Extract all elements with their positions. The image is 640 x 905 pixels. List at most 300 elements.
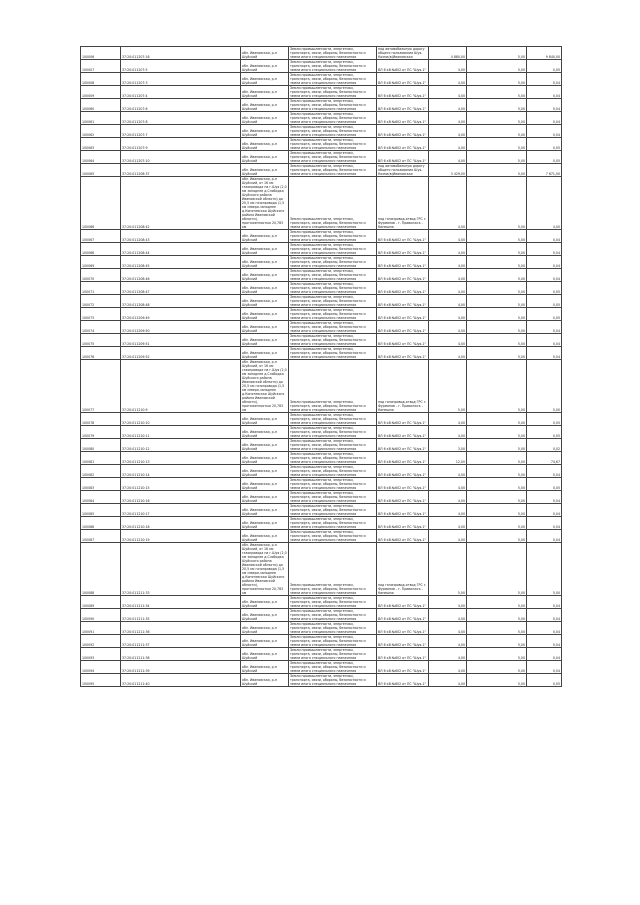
land-category: Земли промышленности, энергетики, транспорта, связи, обороны, безопасности и земли иного специального назначения bbox=[289, 243, 377, 256]
row-number: 100079 bbox=[81, 426, 121, 439]
parcel-address: обл. Ивановская, р-н Шуйский bbox=[241, 230, 289, 243]
land-category: Земли промышленности, энергетики, транспорта, связи, обороны, безопасности и земли иного специального назначения bbox=[289, 504, 377, 517]
parcel-area: 4,00 bbox=[429, 295, 467, 308]
rate-value: 5,00 bbox=[467, 439, 527, 452]
rate-value: 5,00 bbox=[467, 426, 527, 439]
parcel-area: 4,00 bbox=[429, 596, 467, 609]
parcel-area: 4,00 bbox=[429, 622, 467, 635]
table-row bbox=[81, 256, 562, 269]
parcel-area: 4,00 bbox=[429, 674, 467, 687]
total-value: 0,04 bbox=[527, 73, 562, 86]
cadastral-number: 37:20:011210:10 bbox=[121, 413, 241, 426]
total-value: 0,04 bbox=[527, 530, 562, 543]
total-value: 0,04 bbox=[527, 491, 562, 504]
row-number: 100073 bbox=[81, 308, 121, 321]
total-value: 0,04 bbox=[527, 609, 562, 622]
cadastral-number: 37:20:011210:18 bbox=[121, 517, 241, 530]
total-value: 0,04 bbox=[527, 256, 562, 269]
land-category: Земли промышленности, энергетики, транспорта, связи, обороны, безопасности и земли иного специального назначения bbox=[289, 334, 377, 347]
cadastral-number: 37:20:011210:9 bbox=[121, 360, 241, 413]
parcel-area: 4,00 bbox=[429, 334, 467, 347]
rate-value: 5,00 bbox=[467, 282, 527, 295]
parcel-address: обл. Ивановская, р-н Шуйский bbox=[241, 517, 289, 530]
row-number: 100087 bbox=[81, 530, 121, 543]
rate-value: 5,00 bbox=[467, 269, 527, 282]
land-category: Земли промышленности, энергетики, транспорта, связи, обороны, безопасности и земли иного специального назначения bbox=[289, 99, 377, 112]
cadastral-number: 37:20:011210:12 bbox=[121, 439, 241, 452]
land-category: Земли промышленности, энергетики, транспорта, связи, обороны, безопасности и земли иного специального назначения bbox=[289, 308, 377, 321]
total-value: 0,04 bbox=[527, 269, 562, 282]
parcel-address: обл. Ивановская, р-н Шуйский bbox=[241, 99, 289, 112]
rate-value: 5,00 bbox=[467, 243, 527, 256]
permitted-use: ВЛ 6 кВ №602 от ПС "Шуя-1" bbox=[377, 125, 429, 138]
total-value: 0,05 bbox=[527, 295, 562, 308]
parcel-address: обл. Ивановская, р-н Шуйский bbox=[241, 347, 289, 360]
cadastral-number: 37:20:011211:36 bbox=[121, 622, 241, 635]
land-category: Земли промышленности, энергетики, транспорта, связи, обороны, безопасности и земли иного специального назначения bbox=[289, 360, 377, 413]
permitted-use: под автомобильную дорогу общего пользования Шуя-Кохма(в)Ивановская bbox=[377, 164, 429, 177]
parcel-area: 4,00 bbox=[429, 177, 467, 230]
land-category: Земли промышленности, энергетики, транспорта, связи, обороны, безопасности и земли иного специального назначения bbox=[289, 230, 377, 243]
permitted-use: ВЛ 6 кВ №602 от ПС "Шуя-1" bbox=[377, 413, 429, 426]
permitted-use: под газопровод-отвод ГРС г. Фурманов - г. Приволжск - Кинешма bbox=[377, 177, 429, 230]
parcel-address: обл. Ивановская, р-н Шуйский bbox=[241, 674, 289, 687]
row-number: 100075 bbox=[81, 334, 121, 347]
total-value: 0,04 bbox=[527, 347, 562, 360]
table-row bbox=[81, 164, 562, 177]
total-value: 0,05 bbox=[527, 674, 562, 687]
permitted-use: ВЛ 6 кВ №602 от ПС "Шуя-1" bbox=[377, 596, 429, 609]
parcel-area: 4,00 bbox=[429, 86, 467, 99]
row-number: 100080 bbox=[81, 439, 121, 452]
parcel-address: обл. Ивановская, р-н Шуйский bbox=[241, 648, 289, 661]
parcel-address: обл. Ивановская, р-н Шуйский, от 16 км газопровода на г.Шуя (2,0 км западнее д.Слободка Шуйского района Ивановской области) до 20,5 км газопровода (1,5 км северо-западнее д.Конятевская Шуйского района Ивановской области), протяженностью 20,783 км bbox=[242, 360, 287, 412]
permitted-use: ВЛ 6 кВ №602 от ПС "Шуя-1" bbox=[377, 60, 429, 73]
total-value: 0,04 bbox=[527, 86, 562, 99]
total-value: 0,05 bbox=[527, 282, 562, 295]
total-value: 0,05 bbox=[527, 478, 562, 491]
permitted-use: ВЛ 6 кВ №602 от ПС "Шуя-1" bbox=[377, 661, 429, 674]
permitted-use: ВЛ 6 кВ №602 от ПС "Шуя-1" bbox=[377, 530, 429, 543]
cadastral-number: 37:20:011207:16 bbox=[121, 47, 241, 60]
total-value: 0,04 bbox=[527, 635, 562, 648]
cadastral-number: 37:20:011210:17 bbox=[121, 504, 241, 517]
parcel-area: 4,00 bbox=[429, 151, 467, 164]
cadastral-number: 37:20:011207:10 bbox=[121, 151, 241, 164]
parcel-address: обл. Ивановская, р-н Шуйский bbox=[241, 491, 289, 504]
permitted-use: ВЛ 6 кВ №602 от ПС "Шуя-1" bbox=[377, 151, 429, 164]
permitted-use: ВЛ 6 кВ №602 от ПС "Шуя-1" bbox=[377, 86, 429, 99]
land-category: Земли промышленности, энергетики, транспорта, связи, обороны, безопасности и земли иного специального назначения bbox=[289, 256, 377, 269]
total-value: 0,02 bbox=[527, 439, 562, 452]
permitted-use: ВЛ 6 кВ №602 от ПС "Шуя-1" bbox=[377, 73, 429, 86]
permitted-use: ВЛ 6 кВ №602 от ПС "Шуя-1" bbox=[377, 295, 429, 308]
cadastral-number: 37:20:011207:3 bbox=[121, 73, 241, 86]
table-row bbox=[81, 674, 562, 687]
land-category: Земли промышленности, энергетики, транспорта, связи, обороны, безопасности и земли иного специального назначения bbox=[289, 73, 377, 86]
row-number: 100078 bbox=[81, 413, 121, 426]
parcel-area: 4,00 bbox=[429, 478, 467, 491]
table-row bbox=[81, 439, 562, 452]
total-value: 0,04 bbox=[527, 334, 562, 347]
parcel-area: 4,00 bbox=[429, 635, 467, 648]
land-category: Земли промышленности, энергетики, транспорта, связи, обороны, безопасности и земли иного специального назначения bbox=[289, 347, 377, 360]
permitted-use: ВЛ 6 кВ №602 от ПС "Шуя-1" bbox=[377, 452, 429, 465]
cadastral-number: 37:20:011211:34 bbox=[121, 596, 241, 609]
parcel-area: 12,00 bbox=[429, 452, 467, 465]
permitted-use: ВЛ 6 кВ №602 от ПС "Шуя-1" bbox=[377, 230, 429, 243]
rate-value: 5,00 bbox=[467, 112, 527, 125]
land-category: Земли промышленности, энергетики, транспорта, связи, обороны, безопасности и земли иного специального назначения bbox=[289, 413, 377, 426]
total-value: 0,04 bbox=[527, 230, 562, 243]
cadastral-number: 37:20:011208:37 bbox=[121, 164, 241, 177]
land-category: Земли промышленности, энергетики, транспорта, связи, обороны, безопасности и земли иного специального назначения bbox=[289, 478, 377, 491]
row-number: 100064 bbox=[81, 151, 121, 164]
table-row bbox=[81, 138, 562, 151]
row-number: 100071 bbox=[81, 282, 121, 295]
parcel-area: 3,00 bbox=[429, 439, 467, 452]
parcel-address: обл. Ивановская, р-н Шуйский, от 16 км газопровода на г.Шуя (2,0 км западнее д.Слободка Шуйского района Ивановской области) до 20,5 км газопровода (1,5 км северо-западнее д.Конятевская Шуйского района Ивановской области), протяженностью 20,783 км bbox=[242, 177, 287, 229]
cadastral-number: 37:20:011209:50 bbox=[121, 321, 241, 334]
rate-value: 5,00 bbox=[467, 478, 527, 491]
table-row bbox=[81, 530, 562, 543]
table-row bbox=[81, 465, 562, 478]
parcel-address: обл. Ивановская, р-н Шуйский bbox=[241, 86, 289, 99]
row-number: 100089 bbox=[81, 596, 121, 609]
parcel-area: 4,00 bbox=[429, 609, 467, 622]
table-row bbox=[81, 177, 562, 230]
permitted-use: ВЛ 6 кВ №602 от ПС "Шуя-1" bbox=[377, 504, 429, 517]
cadastral-number: 37:20:011210:14 bbox=[121, 465, 241, 478]
permitted-use: ВЛ 6 кВ №602 от ПС "Шуя-1" bbox=[377, 99, 429, 112]
table-row bbox=[81, 504, 562, 517]
row-number: 100070 bbox=[81, 269, 121, 282]
rate-value: 5,00 bbox=[467, 504, 527, 517]
parcel-address: обл. Ивановская, р-н Шуйский bbox=[241, 452, 289, 465]
row-number: 100072 bbox=[81, 295, 121, 308]
permitted-use: ВЛ 6 кВ №602 от ПС "Шуя-1" bbox=[377, 517, 429, 530]
rate-value: 5,00 bbox=[467, 99, 527, 112]
table-row bbox=[81, 635, 562, 648]
parcel-address: обл. Ивановская, р-н Шуйский bbox=[241, 661, 289, 674]
land-category: Земли промышленности, энергетики, транспорта, связи, обороны, безопасности и земли иного специального назначения bbox=[289, 609, 377, 622]
land-parcels-table bbox=[80, 46, 562, 687]
parcel-address: обл. Ивановская, р-н Шуйский bbox=[241, 530, 289, 543]
table-row bbox=[81, 151, 562, 164]
parcel-address: обл. Ивановская, р-н Шуйский bbox=[241, 609, 289, 622]
permitted-use: ВЛ 6 кВ №602 от ПС "Шуя-1" bbox=[377, 138, 429, 151]
land-category: Земли промышленности, энергетики, транспорта, связи, обороны, безопасности и земли иного специального назначения bbox=[289, 439, 377, 452]
table-row bbox=[81, 125, 562, 138]
cadastral-number: 37:20:011207:9 bbox=[121, 138, 241, 151]
row-number: 100006 bbox=[81, 47, 121, 60]
cadastral-number: 37:20:011207:8 bbox=[121, 112, 241, 125]
permitted-use: ВЛ 6 кВ №602 от ПС "Шуя-1" bbox=[377, 439, 429, 452]
land-category: Земли промышленности, энергетики, транспорта, связи, обороны, безопасности и земли иного специального назначения bbox=[289, 543, 377, 596]
permitted-use: ВЛ 6 кВ №602 от ПС "Шуя-1" bbox=[377, 648, 429, 661]
row-number: 100076 bbox=[81, 347, 121, 360]
parcel-area: 4,00 bbox=[429, 60, 467, 73]
row-number: 100077 bbox=[81, 360, 121, 413]
total-value: 0,04 bbox=[527, 517, 562, 530]
parcel-area: 4,00 bbox=[429, 413, 467, 426]
total-value: 0,05 bbox=[527, 308, 562, 321]
row-number: 100086 bbox=[81, 517, 121, 530]
parcel-area: 4,00 bbox=[429, 426, 467, 439]
rate-value: 5,00 bbox=[467, 491, 527, 504]
parcel-area: 4,00 bbox=[429, 661, 467, 674]
parcel-area: 4 880,00 bbox=[429, 47, 467, 60]
rate-value: 5,00 bbox=[467, 635, 527, 648]
cadastral-number: 37:20:011211:33 bbox=[121, 543, 241, 596]
permitted-use: ВЛ 6 кВ №602 от ПС "Шуя-1" bbox=[377, 674, 429, 687]
parcel-address: обл. Ивановская, р-н Шуйский bbox=[241, 478, 289, 491]
table-body bbox=[81, 47, 562, 687]
parcel-address: обл. Ивановская, р-н Шуйский bbox=[241, 60, 289, 73]
cadastral-number: 37:20:011210:13 bbox=[121, 452, 241, 465]
land-category: Земли промышленности, энергетики, транспорта, связи, обороны, безопасности и земли иного специального назначения bbox=[289, 674, 377, 687]
row-number: 100085 bbox=[81, 504, 121, 517]
parcel-area: 5,00 bbox=[429, 360, 467, 413]
land-category: Земли промышленности, энергетики, транспорта, связи, обороны, безопасности и земли иного специального назначения bbox=[289, 635, 377, 648]
permitted-use: ВЛ 6 кВ №602 от ПС "Шуя-1" bbox=[377, 347, 429, 360]
land-category: Земли промышленности, энергетики, транспорта, связи, обороны, безопасности и земли иного специального назначения bbox=[289, 295, 377, 308]
land-category: Земли промышленности, энергетики, транспорта, связи, обороны, безопасности и земли иного специального назначения bbox=[289, 596, 377, 609]
parcel-area: 4,00 bbox=[429, 465, 467, 478]
total-value: 0,04 bbox=[527, 661, 562, 674]
cadastral-number: 37:20:011209:49 bbox=[121, 308, 241, 321]
row-number: 100066 bbox=[81, 177, 121, 230]
permitted-use: ВЛ 6 кВ №602 от ПС "Шуя-1" bbox=[377, 321, 429, 334]
parcel-address: обл. Ивановская, р-н Шуйский bbox=[241, 256, 289, 269]
row-number: 100081 bbox=[81, 452, 121, 465]
parcel-area: 4,00 bbox=[429, 504, 467, 517]
parcel-address: обл. Ивановская, р-н Шуйский bbox=[241, 269, 289, 282]
parcel-area: 4,00 bbox=[429, 517, 467, 530]
parcel-address: обл. Ивановская, р-н Шуйский bbox=[241, 635, 289, 648]
parcel-address: обл. Ивановская, р-н Шуйский, от 16 км газопровода на г.Шуя (2,0 км западнее д.Слободка Шуйского района Ивановской области) до 20,5 км газопровода (1,5 км северо-западнее д.Конятевская Шуйского района Ивановской области), протяженностью 20,783 км bbox=[242, 543, 287, 595]
rate-value: 5,00 bbox=[467, 413, 527, 426]
total-value: 0,04 bbox=[527, 465, 562, 478]
table-row bbox=[81, 282, 562, 295]
land-category: Земли промышленности, энергетики, транспорта, связи, обороны, безопасности и земли иного специального назначения bbox=[289, 86, 377, 99]
table-row bbox=[81, 321, 562, 334]
table-row bbox=[81, 609, 562, 622]
land-category: Земли промышленности, энергетики, транспорта, связи, обороны, безопасности и земли иного специального назначения bbox=[289, 491, 377, 504]
rate-value: 5,00 bbox=[467, 321, 527, 334]
land-category: Земли промышленности, энергетики, транспорта, связи, обороны, безопасности и земли иного специального назначения bbox=[289, 138, 377, 151]
land-category: Земли промышленности, энергетики, транспорта, связи, обороны, безопасности и земли иного специального назначения bbox=[289, 60, 377, 73]
row-number: 100063 bbox=[81, 138, 121, 151]
table-row bbox=[81, 517, 562, 530]
row-number: 100074 bbox=[81, 321, 121, 334]
cadastral-number: 37:20:011210:11 bbox=[121, 426, 241, 439]
parcel-area: 4,00 bbox=[429, 230, 467, 243]
cadastral-number: 37:20:011210:19 bbox=[121, 530, 241, 543]
permitted-use: ВЛ 6 кВ №602 от ПС "Шуя-1" bbox=[377, 112, 429, 125]
parcel-address: обл. Ивановская, р-н Шуйский bbox=[241, 465, 289, 478]
parcel-area: 3 429,00 bbox=[429, 164, 467, 177]
rate-value: 5,00 bbox=[467, 177, 527, 230]
table-row bbox=[81, 360, 562, 413]
rate-value: 5,00 bbox=[467, 465, 527, 478]
rate-value: 5,00 bbox=[467, 530, 527, 543]
land-category: Земли промышленности, энергетики, транспорта, связи, обороны, безопасности и земли иного специального назначения bbox=[289, 426, 377, 439]
row-number: 100092 bbox=[81, 635, 121, 648]
cadastral-number: 37:20:011208:47 bbox=[121, 282, 241, 295]
parcel-area: 4,00 bbox=[429, 256, 467, 269]
parcel-area: 4,00 bbox=[429, 282, 467, 295]
table-row bbox=[81, 60, 562, 73]
parcel-address: обл. Ивановская, р-н Шуйский bbox=[241, 308, 289, 321]
parcel-address: обл. Ивановская, р-н Шуйский bbox=[241, 151, 289, 164]
parcel-address: обл. Ивановская, р-н Шуйский bbox=[241, 504, 289, 517]
rate-value: 5,00 bbox=[467, 47, 527, 60]
row-number: 100095 bbox=[81, 674, 121, 687]
land-category: Земли промышленности, энергетики, транспорта, связи, обороны, безопасности и земли иного специального назначения bbox=[289, 622, 377, 635]
parcel-address: обл. Ивановская, р-н Шуйский bbox=[241, 295, 289, 308]
parcel-area: 4,00 bbox=[429, 530, 467, 543]
parcel-address: обл. Ивановская, р-н Шуйский bbox=[241, 164, 289, 177]
parcel-address: обл. Ивановская, р-н Шуйский bbox=[241, 439, 289, 452]
rate-value: 5,00 bbox=[467, 73, 527, 86]
rate-value: 5,00 bbox=[467, 609, 527, 622]
permitted-use: ВЛ 6 кВ №602 от ПС "Шуя-1" bbox=[377, 491, 429, 504]
rate-value: 5,00 bbox=[467, 230, 527, 243]
total-value: 0,04 bbox=[527, 321, 562, 334]
table-row bbox=[81, 112, 562, 125]
row-number: 100083 bbox=[81, 478, 121, 491]
total-value: 74,67 bbox=[527, 452, 562, 465]
total-value: 0,05 bbox=[527, 413, 562, 426]
total-value: 7 671,00 bbox=[527, 164, 562, 177]
cadastral-number: 37:20:011208:45 bbox=[121, 256, 241, 269]
rate-value: 5,00 bbox=[467, 334, 527, 347]
permitted-use: ВЛ 6 кВ №602 от ПС "Шуя-1" bbox=[377, 334, 429, 347]
rate-value: 5,00 bbox=[467, 86, 527, 99]
table-row bbox=[81, 269, 562, 282]
row-number: 100069 bbox=[81, 256, 121, 269]
rate-value: 5,00 bbox=[467, 125, 527, 138]
table-row bbox=[81, 596, 562, 609]
parcel-address: обл. Ивановская, р-н Шуйский bbox=[241, 596, 289, 609]
cadastral-number: 37:20:011208:42 bbox=[121, 177, 241, 230]
land-category: Земли промышленности, энергетики, транспорта, связи, обороны, безопасности и земли иного специального назначения bbox=[289, 321, 377, 334]
rate-value: 5,00 bbox=[467, 517, 527, 530]
table-row bbox=[81, 73, 562, 86]
parcel-area: 5,00 bbox=[429, 543, 467, 596]
cadastral-number: 37:20:011211:37 bbox=[121, 635, 241, 648]
parcel-area: 4,00 bbox=[429, 125, 467, 138]
table-row bbox=[81, 622, 562, 635]
permitted-use: ВЛ 6 кВ №602 от ПС "Шуя-1" bbox=[377, 609, 429, 622]
permitted-use: ВЛ 6 кВ №602 от ПС "Шуя-1" bbox=[377, 635, 429, 648]
parcel-address: обл. Ивановская, р-н Шуйский bbox=[241, 321, 289, 334]
total-value: 0,04 bbox=[527, 648, 562, 661]
rate-value: 5,00 bbox=[467, 360, 527, 413]
total-value: 0,04 bbox=[527, 99, 562, 112]
row-number: 100090 bbox=[81, 609, 121, 622]
total-value: 0,05 bbox=[527, 60, 562, 73]
total-value: 5,00 bbox=[527, 360, 562, 413]
rate-value: 5,00 bbox=[467, 164, 527, 177]
parcel-address: обл. Ивановская, р-н Шуйский bbox=[241, 125, 289, 138]
rate-value: 5,00 bbox=[467, 674, 527, 687]
land-category: Земли промышленности, энергетики, транспорта, связи, обороны, безопасности и земли иного специального назначения bbox=[289, 661, 377, 674]
cadastral-number: 37:20:011209:52 bbox=[121, 347, 241, 360]
land-category: Земли промышленности, энергетики, транспорта, связи, обороны, безопасности и земли иного специального назначения bbox=[289, 452, 377, 465]
parcel-area: 4,00 bbox=[429, 112, 467, 125]
permitted-use: ВЛ 6 кВ №602 от ПС "Шуя-1" bbox=[377, 478, 429, 491]
cadastral-number: 37:20:011208:43 bbox=[121, 230, 241, 243]
table-row bbox=[81, 334, 562, 347]
parcel-area: 4,00 bbox=[429, 99, 467, 112]
table-row bbox=[81, 295, 562, 308]
document-page bbox=[80, 46, 561, 845]
parcel-address: обл. Ивановская, р-н Шуйский bbox=[241, 282, 289, 295]
cadastral-number: 37:20:011211:40 bbox=[121, 674, 241, 687]
rate-value: 5,00 bbox=[467, 452, 527, 465]
parcel-area: 4,00 bbox=[429, 138, 467, 151]
row-number: 100084 bbox=[81, 491, 121, 504]
table-row bbox=[81, 243, 562, 256]
row-number: 100060 bbox=[81, 99, 121, 112]
cadastral-number: 37:20:011207:7 bbox=[121, 125, 241, 138]
permitted-use: ВЛ 6 кВ №602 от ПС "Шуя-1" bbox=[377, 622, 429, 635]
permitted-use: под газопровод-отвод ГРС г. Фурманов - г. Приволжск - Кинешма bbox=[377, 543, 429, 596]
cadastral-number: 37:20:011210:15 bbox=[121, 478, 241, 491]
total-value: 0,04 bbox=[527, 596, 562, 609]
permitted-use: ВЛ 6 кВ №602 от ПС "Шуя-1" bbox=[377, 282, 429, 295]
table-row bbox=[81, 426, 562, 439]
table-row bbox=[81, 47, 562, 60]
row-number: 100091 bbox=[81, 622, 121, 635]
total-value: 0,04 bbox=[527, 112, 562, 125]
cadastral-number: 37:20:011209:51 bbox=[121, 334, 241, 347]
rate-value: 5,00 bbox=[467, 347, 527, 360]
total-value: 0,05 bbox=[527, 426, 562, 439]
row-number: 100007 bbox=[81, 60, 121, 73]
land-category: Земли промышленности, энергетики, транспорта, связи, обороны, безопасности и земли иного специального назначения bbox=[289, 125, 377, 138]
land-category: Земли промышленности, энергетики, транспорта, связи, обороны, безопасности и земли иного специального назначения bbox=[289, 530, 377, 543]
cadastral-number: 37:20:011207:6 bbox=[121, 99, 241, 112]
row-number: 100094 bbox=[81, 661, 121, 674]
cadastral-number: 37:20:011208:48 bbox=[121, 295, 241, 308]
table-row bbox=[81, 543, 562, 596]
land-category: Земли промышленности, энергетики, транспорта, связи, обороны, безопасности и земли иного специального назначения bbox=[289, 151, 377, 164]
permitted-use: ВЛ 6 кВ №602 от ПС "Шуя-1" bbox=[377, 256, 429, 269]
rate-value: 5,00 bbox=[467, 295, 527, 308]
table-row bbox=[81, 99, 562, 112]
total-value: 0,04 bbox=[527, 622, 562, 635]
row-number: 100088 bbox=[81, 543, 121, 596]
rate-value: 5,00 bbox=[467, 308, 527, 321]
permitted-use: под автомобильную дорогу общего пользования Шуя-Кохма(в)Ивановская bbox=[377, 47, 429, 60]
row-number: 100082 bbox=[81, 465, 121, 478]
parcel-area: 4,00 bbox=[429, 321, 467, 334]
row-number: 100068 bbox=[81, 243, 121, 256]
parcel-address: обл. Ивановская, р-н Шуйский bbox=[241, 622, 289, 635]
table-row bbox=[81, 491, 562, 504]
permitted-use: ВЛ 6 кВ №602 от ПС "Шуя-1" bbox=[377, 308, 429, 321]
parcel-area: 4,00 bbox=[429, 347, 467, 360]
parcel-address: обл. Ивановская, р-н Шуйский bbox=[241, 243, 289, 256]
parcel-address: обл. Ивановская, р-н Шуйский bbox=[241, 413, 289, 426]
total-value: 0,05 bbox=[527, 138, 562, 151]
table-row bbox=[81, 86, 562, 99]
cadastral-number: 37:20:011208:44 bbox=[121, 243, 241, 256]
cadastral-number: 37:20:011211:39 bbox=[121, 661, 241, 674]
